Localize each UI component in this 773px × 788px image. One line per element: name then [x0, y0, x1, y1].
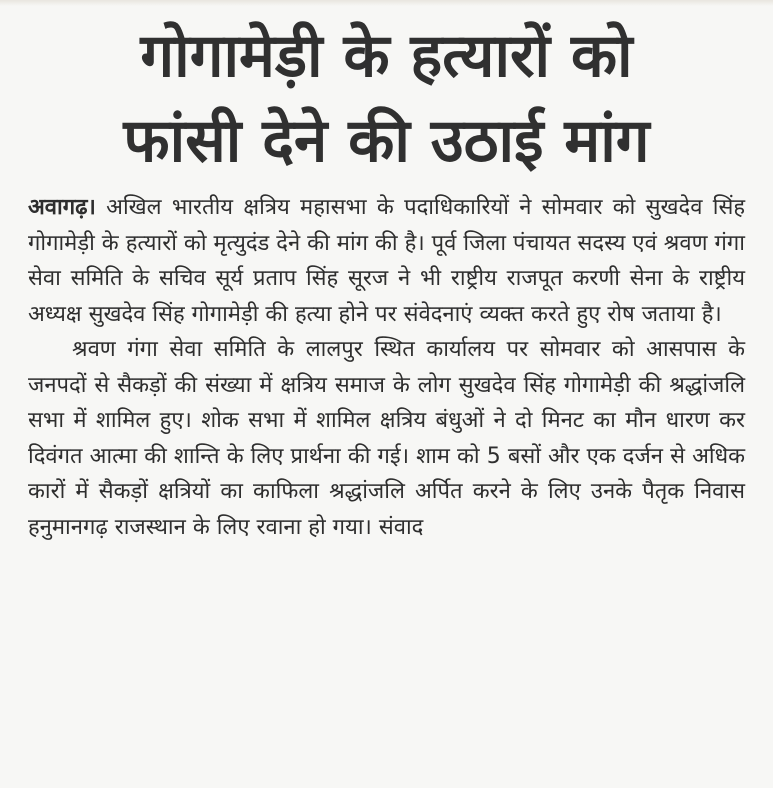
article-body — [28, 190, 745, 545]
article-paragraph-1 — [28, 190, 745, 332]
headline-line-1: गोगामेड़ी के हत्यारों को — [140, 21, 633, 91]
article-headline — [28, 14, 745, 184]
dateline: अवागढ़। — [28, 195, 96, 220]
article-paragraph-2: श्रवण गंगा सेवा समिति के लालपुर स्थित कार्यालय पर सोमवार को आसपास के जनपदों से सैकड़ों की संख्या में क्षत्रिय समाज के लोग सुखदेव सिंह गोगामेड़ी की श्रद्धांजलि सभा में शामिल हुए। शोक सभा में शामिल क्षत्रिय बंधुओं ने दो मिनट का मौन धारण कर दिवंगत आत्मा की शान्ति के लिए प्रार्थना की गई। शाम को 5 बसों और एक दर्जन से अधिक कारों में सैकड़ों क्षत्रियों का काफिला श्रद्धांजलि अर्पित करने के लिए उनके पैतृक निवास हनुमानगढ़ राजस्थान के लिए रवाना हो गया। संवाद — [28, 337, 746, 540]
paragraph-1-text: अखिल भारतीय क्षत्रिय महासभा के पदाधिकारियों ने सोमवार को सुखदेव सिंह गोगामेड़ी के हत्यारों को मृत्युदंड देने की मांग की है। पूर्व जिला पंचायत सदस्य एवं श्रवण गंगा सेवा समिति के सचिव सूर्य प्रताप सिंह सूरज ने भी राष्ट्रीय राजपूत करणी सेना के राष्ट्रीय अध्यक्ष सुखदेव सिंह गोगामेड़ी की हत्या होने पर संवेदनाएं व्यक्त करते हुए रोष जताया है। — [28, 195, 745, 327]
headline-line-2: फांसी देने की उठाई मांग — [123, 106, 650, 176]
